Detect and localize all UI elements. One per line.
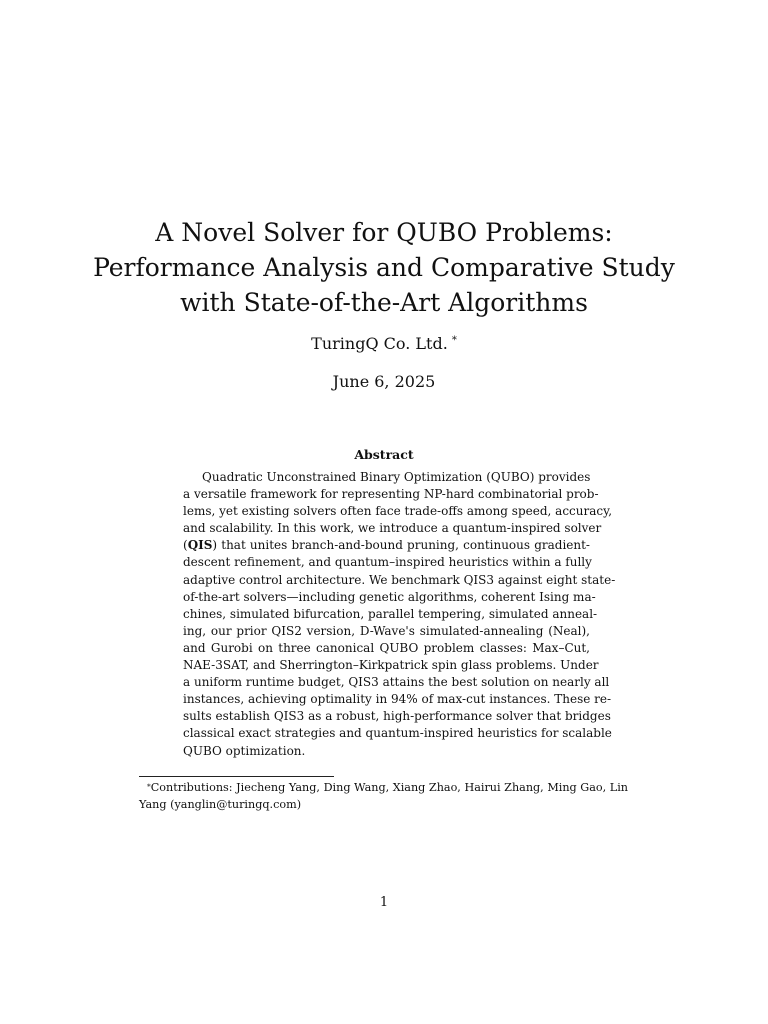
abstract-line: and Gurobi on three canonical QUBO problem classes: Max–Cut,	[183, 640, 590, 655]
page-number: 1	[379, 895, 389, 910]
footnote-text: Contributions: Jiecheng Yang, Ding Wang, Xiang Zhao, Hairui Zhang, Ming Gao, Lin	[150, 781, 628, 794]
abstract-line: adaptive control architecture. We benchmark QIS3 against eight state-	[183, 572, 616, 587]
abstract-line: a uniform runtime budget, QIS3 attains the best solution on nearly all	[183, 675, 610, 690]
title-line: Performance Analysis and Comparative Study	[93, 253, 675, 282]
abstract-line: of-the-art solvers—including genetic algorithms, coherent Ising ma-	[183, 589, 596, 604]
author-name: TuringQ Co. Ltd.	[311, 334, 448, 353]
abstract-line: Quadratic Unconstrained Binary Optimization (QUBO) provides	[202, 470, 591, 484]
abstract-line: lems, yet existing solvers often face trade-offs among speed, accuracy,	[183, 504, 613, 519]
qis-acronym: QIS	[187, 538, 213, 553]
footnote-line[interactable]: Yang (yanglin@turingq.com)	[139, 798, 302, 811]
abstract-line: and scalability. In this work, we introduce a quantum-inspired solver	[183, 521, 602, 536]
abstract-line: instances, achieving optimality in 94% of max-cut instances. These re-	[183, 692, 612, 707]
footnote-line	[139, 779, 628, 796]
abstract-line-rest: ) that unites branch-and-bound pruning, continuous gradient-	[212, 538, 590, 553]
abstract-heading: Abstract	[354, 447, 414, 462]
publication-date: June 6, 2025	[332, 372, 436, 391]
paper-title	[0, 215, 768, 320]
abstract-line: chines, simulated bifurcation, parallel tempering, simulated anneal-	[183, 606, 598, 621]
abstract-line: NAE-3SAT, and Sherrington–Kirkpatrick spin glass problems. Under	[183, 658, 599, 673]
abstract-body	[183, 469, 616, 760]
abstract-line: sults establish QIS3 as a robust, high-performance solver that bridges	[183, 709, 611, 724]
footnote-mark: *	[147, 782, 151, 791]
abstract-line: a versatile framework for representing NP-hard combinatorial prob-	[183, 487, 599, 502]
paren-open: (	[183, 538, 188, 553]
footnote	[139, 779, 628, 813]
abstract-line: classical exact strategies and quantum-inspired heuristics for scalable	[183, 726, 612, 741]
abstract-line	[183, 537, 590, 554]
author-line	[0, 334, 768, 354]
footnote-divider	[139, 776, 334, 777]
author-footnote-mark[interactable]: *	[451, 335, 457, 346]
abstract-line: descent refinement, and quantum–inspired heuristics within a fully	[183, 555, 592, 570]
title-line: with State-of-the-Art Algorithms	[180, 288, 588, 317]
abstract-line: ing, our prior QIS2 version, D-Wave's simulated-annealing (Neal),	[183, 623, 590, 638]
title-line: A Novel Solver for QUBO Problems:	[155, 218, 613, 247]
abstract-line: QUBO optimization.	[183, 743, 306, 758]
